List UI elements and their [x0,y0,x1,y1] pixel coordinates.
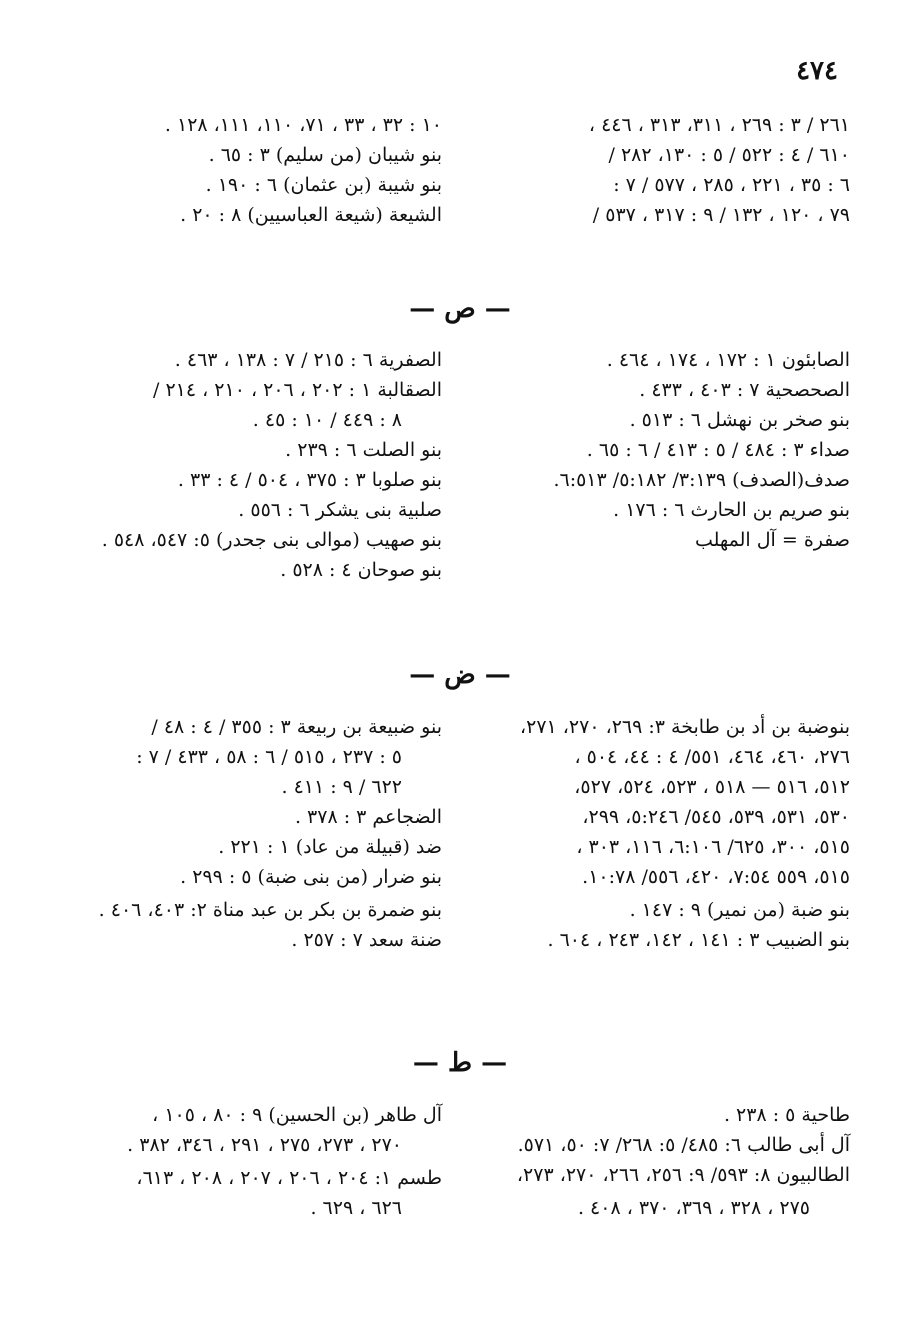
right-column [478,110,850,230]
index-entry-line: ٦ : ٣٥ ، ٢٢١ ، ٢٨٥ ، ٥٧٧ / ٧ : [613,174,850,196]
section-sad [70,345,850,585]
index-entry-line: بنو صخر بن نهشل ٦ : ٥١٣ . [629,409,850,431]
left-column [70,110,442,230]
index-entry-line: ٢٧٥ ، ٣٢٨ ، ٣٦٩، ٣٧٠ ، ٤٠٨ . [577,1197,810,1219]
index-entry-line: ضنة سعد ٧ : ٢٥٧ . [291,929,442,951]
section-ta [70,1100,850,1223]
index-entry-line: صفرة = آل المهلب [694,529,850,551]
index-entry-line: ٢٧٦، ٤٦٠، ٤٦٤، ٥٥١/ ٤ : ٤٤، ٥٠٤ ، [574,746,850,768]
index-entry-line: طسم ١: ٢٠٤ ، ٢٠٦ ، ٢٠٧ ، ٢٠٨ ، ٦١٣، [136,1167,442,1189]
index-entry-line: ٥٣٠، ٥٣١، ٥٣٩، ٥٤٥/ ٥:٢٤٦، ٢٩٩، [582,806,850,828]
section-continuation [70,110,850,230]
index-entry-line: ٢٧٠ ، ٢٧٣، ٢٧٥ ، ٢٩١ ، ٣٤٦، ٣٨٢ . [127,1134,402,1156]
index-entry-line: ٢٦١ / ٣ : ٢٦٩ ، ٣١١، ٣١٣ ، ٤٤٦ ، [588,114,850,136]
index-entry-line: صداء ٣ : ٤٨٤ / ٥ : ٤١٣ / ٦ : ٦٥ . [586,439,850,461]
index-entry-line: ٦٢٢ / ٩ : ٤١١ . [281,776,402,798]
index-entry-line: ٨ : ٤٤٩ / ١٠ : ٤٥ . [252,409,402,431]
index-entry-line: بنو صريم بن الحارث ٦ : ١٧٦ . [613,499,850,521]
index-entry-line: طاحية ٥ : ٢٣٨ . [723,1104,850,1126]
index-entry-line: الصابئون ١ : ١٧٢ ، ١٧٤ ، ٤٦٤ . [606,349,850,371]
index-entry-line: بنو ضبة (من نمير) ٩ : ١٤٧ . [629,899,850,921]
index-entry-line: بنو شيبة (بن عثمان) ٦ : ١٩٠ . [205,174,442,196]
section-heading-dad: — ض — [409,660,511,690]
index-entry-line: ٦٢٦ ، ٦٢٩ . [310,1197,402,1219]
index-entry-line: الضجاعم ٣ : ٣٧٨ . [294,806,442,828]
index-entry-line: بنوضبة بن أد بن طابخة ٣: ٢٦٩، ٢٧٠، ٢٧١، [519,716,850,738]
index-entry-line: صدف(الصدف) ٣:١٣٩/ ٥:١٨٢/ ٦:٥١٣. [553,469,850,491]
index-entry-line: بنو صوحان ٤ : ٥٢٨ . [280,559,442,581]
index-entry-line: الصقالبة ١ : ٢٠٢ ، ٢٠٦ ، ٢١٠ ، ٢١٤ / [152,379,442,401]
index-entry-line: بنو ضبيعة بن ربيعة ٣ : ٣٥٥ / ٤ : ٤٨ / [151,716,442,738]
section-heading-ta: — ط — [412,1048,508,1078]
index-entry-line: ٧٩ ، ١٢٠ ، ١٣٢ / ٩ : ٣١٧ ، ٥٣٧ / [592,204,850,226]
index-entry-line: بنو صلوبا ٣ : ٣٧٥ ، ٥٠٤ / ٤ : ٣٣ . [177,469,442,491]
index-entry-line: بنو ضمرة بن بكر بن عبد مناة ٢: ٤٠٣، ٤٠٦ . [98,899,442,921]
index-entry-line: بنو ضرار (من بنى ضبة) ٥ : ٢٩٩ . [180,866,442,888]
right-column [478,345,850,585]
page-number: ٤٧٤ [796,56,838,86]
index-entry-line: آل طاهر (بن الحسين) ٩ : ٨٠ ، ١٠٥ ، [152,1104,442,1126]
index-entry-line: بنو الصلت ٦ : ٢٣٩ . [285,439,442,461]
index-entry-line: ٥١٢، ٥١٦ — ٥١٨ ، ٥٢٣، ٥٢٤، ٥٢٧، [574,776,850,798]
index-entry-line: بنو الضبيب ٣ : ١٤١ ، ١٤٢، ٢٤٣ ، ٦٠٤ . [547,929,850,951]
index-entry-line: ٦١٠ / ٤ : ٥٢٢ / ٥ : ١٣٠، ٢٨٢ / [608,144,850,166]
index-entry-line: ١٠ : ٣٢ ، ٣٣ ، ٧١، ١١٠، ١١١، ١٢٨ . [164,114,442,136]
index-entry-line: الطالبيون ٨: ٥٩٣/ ٩: ٢٥٦، ٢٦٦، ٢٧٠، ٢٧٣، [516,1164,850,1186]
left-column [70,1100,442,1223]
index-entry-line: آل أبى طالب ٦: ٤٨٥/ ٥: ٢٦٨/ ٧: ٥٠، ٥٧١. [517,1134,850,1156]
index-entry-line: الصفرية ٦ : ٢١٥ / ٧ : ١٣٨ ، ٤٦٣ . [174,349,442,371]
index-entry-line: صلبية بنى يشكر ٦ : ٥٥٦ . [238,499,442,521]
right-column [478,712,850,955]
index-entry-line: ٥١٥، ٣٠٠، ٦٢٥/ ٦:١٠٦، ١١٦، ٣٠٣ ، [576,836,850,858]
index-entry-line: الصحصحية ٧ : ٤٠٣ ، ٤٣٣ . [639,379,850,401]
index-entry-line: ٥ : ٢٣٧ ، ٥١٥ / ٦ : ٥٨ ، ٤٣٣ / ٧ : [136,746,402,768]
index-entry-line: الشيعة (شيعة العباسيين) ٨ : ٢٠ . [180,204,442,226]
section-heading-sad: — ص — [409,294,511,324]
right-column [478,1100,850,1223]
left-column [70,345,442,585]
index-entry-line: ضد (قبيلة من عاد) ١ : ٢٢١ . [218,836,442,858]
index-entry-line: بنو شيبان (من سليم) ٣ : ٦٥ . [208,144,442,166]
section-dad [70,712,850,955]
index-entry-line: ٥١٥، ٥٥٩ ٧:٥٤، ٤٢٠، ٥٥٦/ ١٠:٧٨. [582,866,850,888]
index-entry-line: بنو صهيب (موالى بنى جحدر) ٥: ٥٤٧، ٥٤٨ . [101,529,442,551]
left-column [70,712,442,955]
